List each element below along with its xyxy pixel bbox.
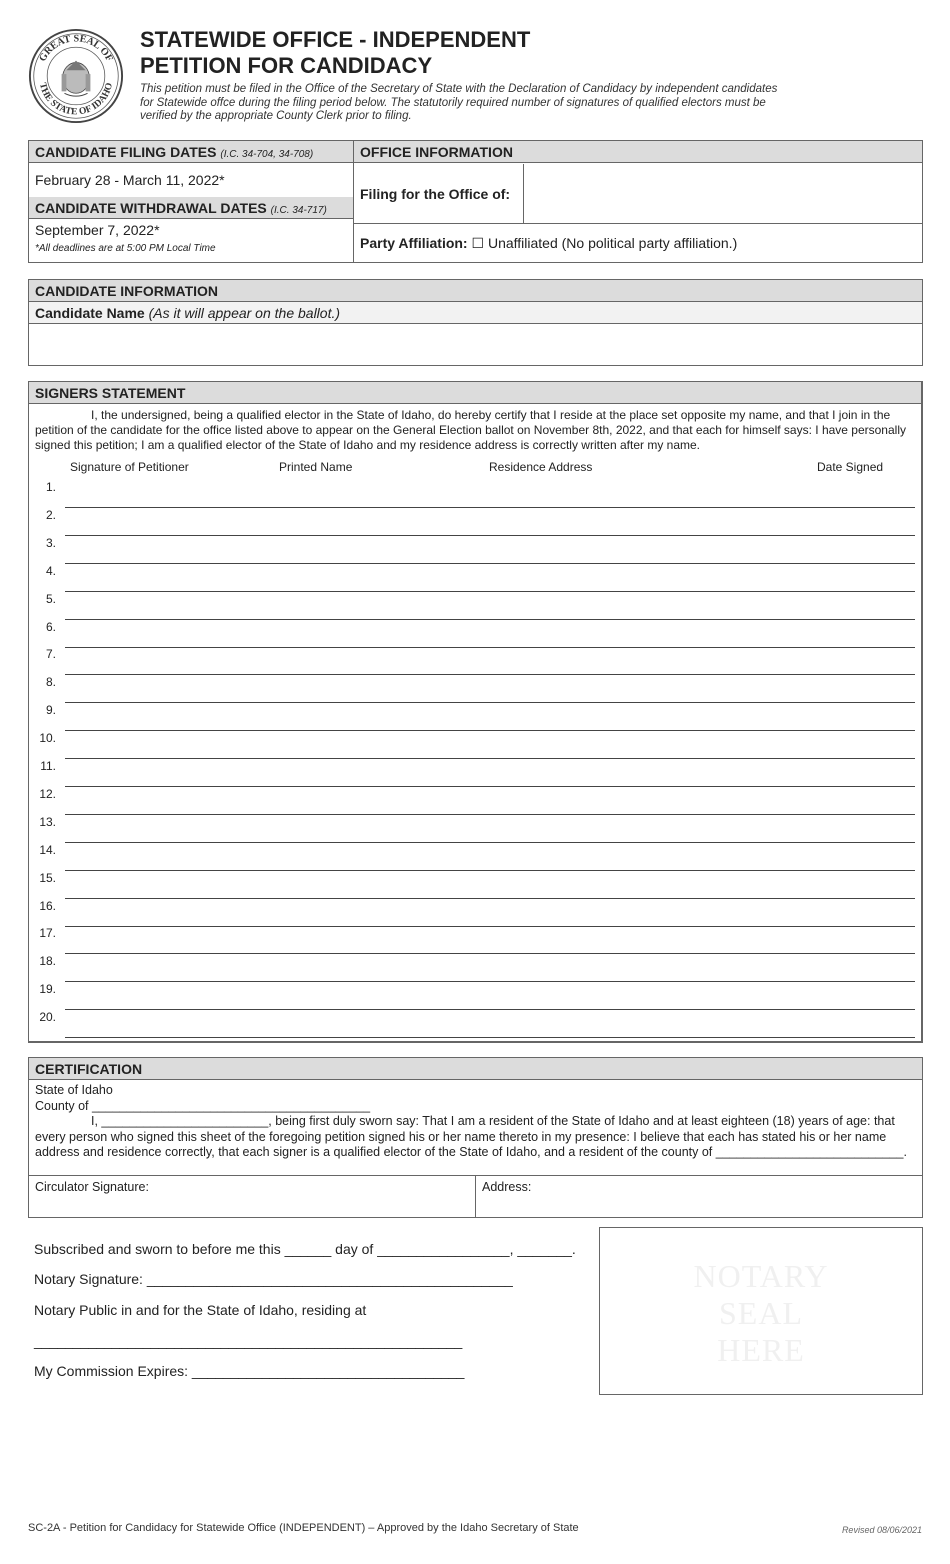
signers-header: SIGNERS STATEMENT — [29, 382, 921, 404]
signer-row-number: 3. — [45, 535, 56, 550]
signer-row[interactable] — [29, 899, 921, 927]
signer-row[interactable] — [29, 592, 921, 620]
signer-row-number: 14. — [39, 842, 56, 857]
signer-row[interactable] — [29, 480, 921, 508]
signer-row[interactable] — [29, 508, 921, 536]
notary-seal-placeholder: NOTARY SEAL HERE — [693, 1258, 829, 1368]
col-residence: Residence Address — [489, 460, 593, 474]
signer-row[interactable] — [29, 815, 921, 843]
signer-row-number: 8. — [45, 675, 56, 690]
signer-row-number: 16. — [39, 898, 56, 913]
signers-section — [28, 381, 923, 1043]
signer-row[interactable] — [29, 926, 921, 954]
footer-revised: Revised 08/06/2021 — [841, 1525, 922, 1535]
signer-row[interactable] — [29, 843, 921, 871]
footer-form-id: SC-2A - Petition for Candidacy for Statewide Office (INDEPENDENT) – Approved by the Idaho Secretary of State — [28, 1522, 579, 1534]
party-affiliation: Party Affiliation: ☐ Unaffiliated (No political party affiliation.) — [360, 235, 738, 251]
signer-row-number: 13. — [39, 814, 56, 829]
signer-row[interactable] — [29, 675, 921, 703]
signer-row-number: 9. — [45, 703, 56, 718]
certification-section — [28, 1057, 923, 1218]
office-info-header: OFFICE INFORMATION — [354, 141, 922, 163]
certification-header: CERTIFICATION — [29, 1058, 922, 1080]
circulator-signature-field[interactable]: Circulator Signature: — [29, 1176, 476, 1218]
filing-dates-header: CANDIDATE FILING DATES (I.C. 34-704, 34-708) — [29, 141, 353, 163]
deadline-note: *All deadlines are at 5:00 PM Local Time — [35, 243, 216, 254]
circulator-address-field[interactable]: Address: — [482, 1180, 532, 1194]
signer-row-number: 11. — [40, 759, 56, 773]
signer-row-number: 19. — [39, 982, 56, 997]
signer-row-number: 5. — [45, 591, 56, 606]
notary-subscribed: Subscribed and sworn to before me this ______ day of _________________, _______. — [34, 1241, 576, 1257]
form-title: STATEWIDE OFFICE - INDEPENDENT PETITION FOR CANDIDACY — [140, 27, 531, 78]
signers-statement: I, the undersigned, being a qualified elector in the State of Idaho, do hereby certify that I reside at the place set opposite my name, and that I join in the petition of the candidate for the office listed above to appear on the General Election ballot on November 8th, 2022, and that each for himself says: I have personally signed this petition; I am a qualified elector of the State of Idaho and my residence address is correctly written after my name. — [35, 408, 906, 452]
signer-row[interactable] — [29, 731, 921, 759]
notary-public-residing: Notary Public in and for the State of Idaho, residing at — [34, 1302, 367, 1318]
candidate-name-label: Candidate Name (As it will appear on the ballot.) — [29, 302, 922, 324]
signer-row-number: 20. — [39, 1010, 56, 1025]
filing-dates-value: February 28 - March 11, 2022* — [35, 172, 225, 188]
signer-row[interactable] — [29, 982, 921, 1010]
signer-row[interactable] — [29, 703, 921, 731]
signer-row-number: 4. — [45, 563, 56, 578]
certification-text: State of Idaho County of ________________________________________ I, ________________________, being first duly sworn say: That I am a resident of the State of Idaho and at least eighteen (18) years of age: that every person who signed this sheet of the foregoing petition signed his or her name thereto in my presence: I believe that each has stated his or her name address and residence correctly, that each signer is a qualified elector of the State of Idaho, and a resident of the county of ___________________________. — [35, 1083, 907, 1159]
signer-row[interactable] — [29, 536, 921, 564]
signer-row[interactable] — [29, 871, 921, 899]
filing-section — [28, 140, 923, 263]
notary-signature-line[interactable]: Notary Signature: _______________________________________________ — [34, 1271, 513, 1287]
signer-row-number: 6. — [45, 619, 56, 634]
signer-row-number: 10. — [39, 731, 56, 746]
col-date: Date Signed — [817, 460, 884, 474]
signer-row[interactable] — [29, 564, 921, 592]
candidate-info-header: CANDIDATE INFORMATION — [29, 280, 922, 302]
idaho-state-seal — [28, 28, 124, 124]
signer-row-number: 12. — [39, 786, 56, 801]
signer-row-number: 2. — [45, 507, 56, 522]
svg-text:GREAT SEAL OF: GREAT SEAL OF — [37, 33, 115, 64]
signer-row-number: 18. — [39, 954, 56, 969]
notary-residing-line[interactable]: _______________________________________________________ — [34, 1333, 463, 1349]
signer-row[interactable] — [29, 954, 921, 982]
signer-row-number: 7. — [45, 647, 56, 662]
svg-text:THE STATE OF IDAHO: THE STATE OF IDAHO — [36, 81, 116, 118]
withdrawal-dates-header: CANDIDATE WITHDRAWAL DATES (I.C. 34-717) — [29, 197, 353, 219]
col-signature: Signature of Petitioner — [70, 460, 189, 474]
office-label: Filing for the Office of: — [354, 164, 524, 224]
signer-row[interactable] — [29, 787, 921, 815]
signer-row-number: 15. — [39, 870, 56, 885]
withdrawal-dates-value: September 7, 2022* — [35, 222, 160, 238]
signer-row[interactable] — [29, 1010, 921, 1038]
signer-row-number: 1. — [45, 480, 56, 494]
notary-seal-box — [599, 1227, 923, 1395]
signer-row-line[interactable] — [65, 1037, 915, 1038]
col-printed-name: Printed Name — [279, 460, 353, 474]
notary-commission-line[interactable]: My Commission Expires: ___________________________________ — [34, 1363, 465, 1379]
signer-row[interactable] — [29, 647, 921, 675]
signer-row[interactable] — [29, 620, 921, 648]
signer-row-number: 17. — [39, 926, 56, 941]
signer-row[interactable] — [29, 759, 921, 787]
candidate-info-section — [28, 279, 923, 366]
unaffiliated-checkbox[interactable]: ☐ — [471, 235, 485, 251]
form-instructions: This petition must be filed in the Office of the Secretary of State with the Declaration of Candidacy by independent candidates for Statewide offce during the filing period below. The statutorily required number of signatures of qualified electors must be verified by the appropriate County Clerk prior to filing. — [140, 83, 778, 122]
office-field[interactable] — [524, 164, 922, 224]
candidate-name-field[interactable] — [29, 324, 922, 365]
